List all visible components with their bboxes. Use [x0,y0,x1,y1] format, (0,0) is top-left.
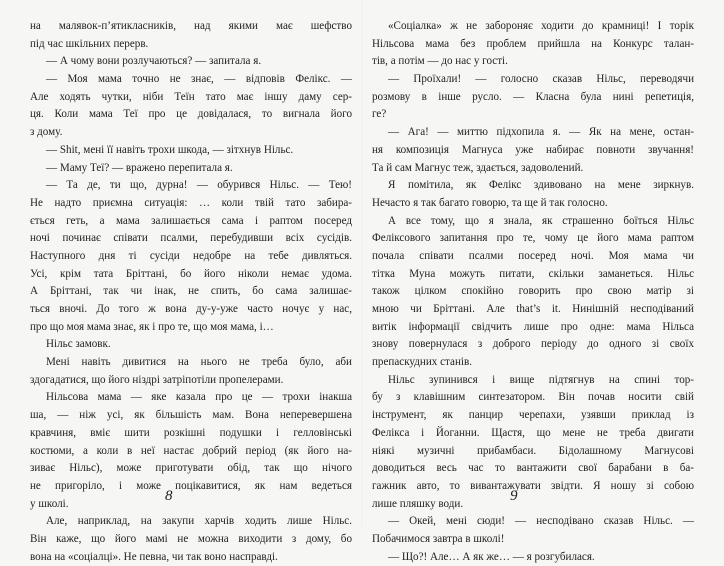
text-line: Нільсова мама — яке казала про це — трохи інакша [46,391,352,404]
left-page-number: 8 [165,488,173,504]
text-line: — Ага! — миттю підхопила я. — Як на мене, остан- [388,126,694,139]
text-line: витік інформації свідчить лише про одне: мама Нільса [372,320,694,333]
text-line: гажник авто, то вивантажувати звідти. Я ношу зі собою [372,479,694,492]
text-line: також цілком спокійно говорить про свою матір зі [372,285,694,298]
text-line: Я помітила, як Фелікс здивовано на мене зиркнув. [388,179,694,192]
text-line: Нільс зупинився і вище підтягнув на спині тор- [388,373,694,386]
text-line: Феліксового запитання про те, чому це його мама раптом [372,232,694,245]
text-line: Мені навіть дивитися на нього не треба було, аби [46,356,352,369]
text-line: ється геть, а мама залишається сама і раптом посеред [30,214,352,227]
right-page-number: 9 [510,488,518,504]
text-line: Та й сам Магнус теж, здається, задоволений. [372,161,584,174]
page-gutter [361,0,363,526]
text-line: зиває Нільс), може приготувати обід, так що нічого [30,462,352,475]
text-line: здогадатися, що його ніздрі затріпотіли пропелерами. [30,373,284,386]
text-line: Він каже, що його мамі не можна виходити з дому, бо [30,532,352,545]
text-line: — Маму Теї? — вражено перепитала я. [46,161,233,174]
text-line: бу з клавішним синтезатором. Він почав носити свій [372,391,694,404]
text-line: костюми, а коли в неї настає добрий період (як його на- [30,444,352,457]
text-line: ця. Коли мама Теї про це довідалася, то вигнала його [30,108,352,121]
text-line: доводиться весь час то вантажити свої барабани в ба- [372,462,694,475]
text-line: Але ходять чутки, ніби Теїн тато має іншу даму сер- [30,90,352,103]
text-line: під час шкільних перерв. [30,37,149,50]
text-line: інструмент, як панцир черепахи, узявши приклад із [372,409,694,422]
text-line: «Соціалка» ж не забороняє ходити до крамниці! І торік [388,20,694,32]
text-line: Нільс замовк. [46,338,111,351]
text-line: Наступного дня ті сусіди недобре на тебе дивляться. [30,249,352,262]
text-line: А все тому, що я знала, як страшенно боїться Нільс [388,214,694,227]
left-page [30,18,352,566]
text-line: Нечасто я так багато говорю, та ще й так голосно. [372,196,608,209]
text-line: — Окей, мені сюди! — несподівано сказав Нільс. — [388,515,694,528]
text-line: А Бріттані, так чи інак, не спить, бо сама залишає- [30,285,352,298]
text-line: — Що?! Але… А як же… — я розгубилася. [388,550,595,563]
text-line: ночі починає співати псалми, перебудивши всіх сусідів. [30,232,352,245]
text-line: з дому. [30,126,63,139]
text-line: — Проїхали! — голосно сказав Нільс, переводячи [388,73,694,86]
text-line: тів, а потім — до нас у гості. [372,55,508,68]
text-line: ня композиція Магнуса уже набирає повноти звучання! [372,143,694,156]
text-line: — А чому вони розлучаються? — запитала я. [46,55,262,68]
text-line: — Shit, мені її навіть трохи шкода, — зітхнув Нільс. [46,143,294,156]
right-page [372,18,694,566]
text-line: про що моя мама знає, як і про те, що моя мама, і… [30,320,274,333]
text-line: ге? [372,108,387,121]
text-line: у школі. [30,497,69,510]
text-line: Фелікса і Йоганни. Щастя, що мене не треба двигати [372,426,694,439]
text-line: почала співати псалми посеред ночі. Моя мама чи [372,249,694,262]
text-line: мною чи Бріттані. Але that’s it. Нинішній несподіваний [372,303,694,315]
text-line: ша, — ніж усі, як більшість мам. Вона неперевершена [30,409,352,422]
text-line: кравчиня, вміє шити розкішні подушки і гелловінські [30,426,352,439]
text-line: Усі, крім тата Бріттані, бо його ніколи немає удома. [30,267,352,280]
text-line: препаскудних станів. [372,356,472,369]
text-line: Нільсова мама без проблем прийшла на Конкурс талан- [372,37,694,50]
text-line: не пригоріло, і може поцікавитися, як нам ведеться [30,479,352,492]
text-line: — Моя мама точно не знає, — відповів Фелікс. — [46,73,352,86]
text-line: — Та де, ти що, дурна! — обурився Нільс. — Тею! [46,179,352,192]
text-line: на малявок-п’ятикласників, над якими має шефство [30,20,352,32]
text-line: розмову в інше русло. — Класна була нині репетиція, [372,90,694,103]
text-line: знову повернулася з доброго періоду до одного зі своїх [372,338,694,351]
text-line: тітка Муна можуть питати, скільки заманеться. Нільс [372,267,694,280]
text-line: ніякі музичні прибамбаси. Бідолашному Магнусові [372,444,694,457]
text-line: ться вночі. До того ж вона ду-у-уже часто ночує у нас, [30,303,352,315]
text-line: Але, наприклад, на закупи харчів ходить лише Нільс. [46,515,352,528]
text-line: вона на «соціалці». Не певна, чи так воно насправді. [30,550,278,563]
text-line: Не надто приємна ситуація: … коли твій тато забира- [30,196,352,209]
text-line: лише пляшку води. [372,497,464,510]
text-line: Побачимося завтра в школі! [372,532,505,545]
